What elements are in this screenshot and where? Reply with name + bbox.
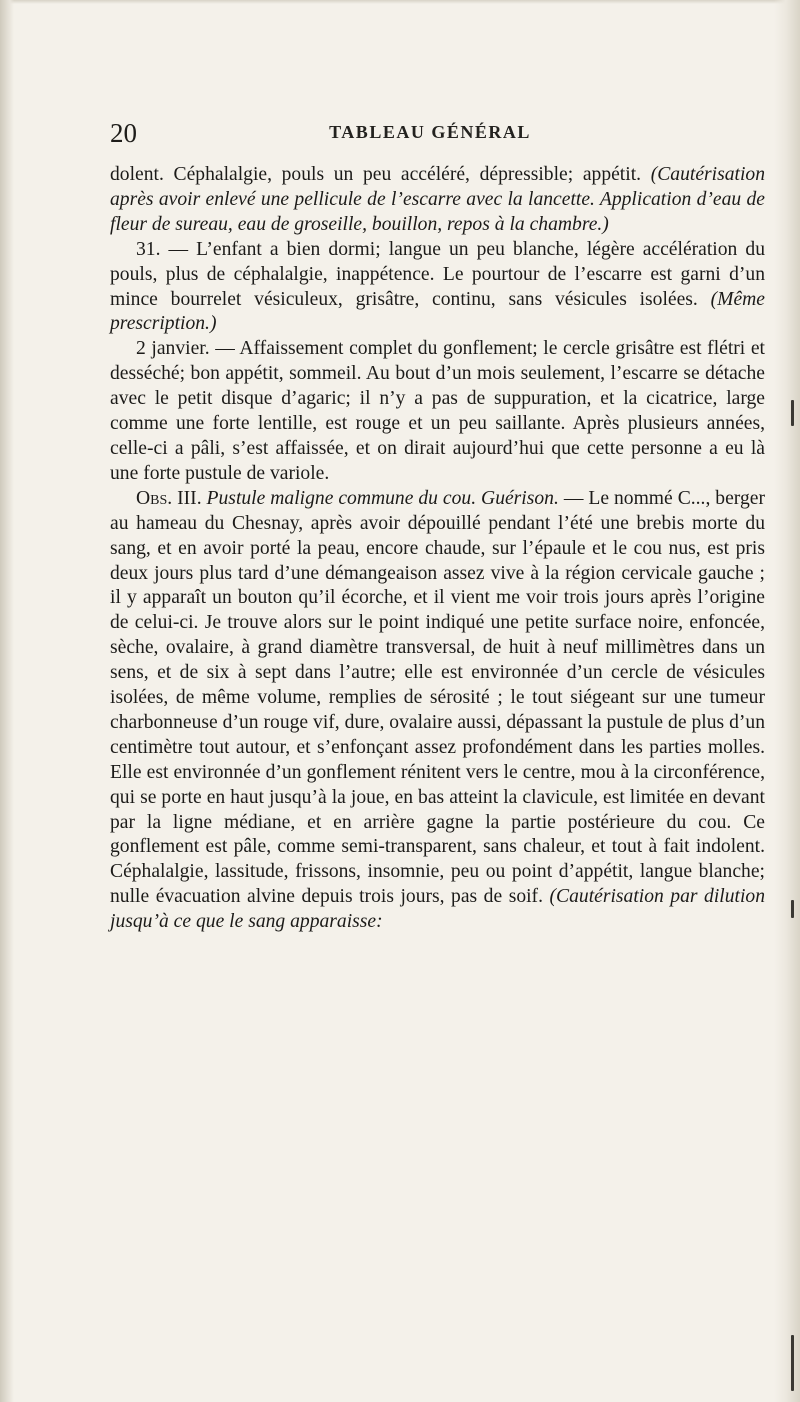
paragraph-text: dolent. Céphalalgie, pouls un peu accéléré, dépressible; appétit.: [110, 164, 651, 185]
prescription-text: (Cautérisation après avoir enlevé une pellicule de l’escarre avec la lancette. Application d’eau de fleur de sureau, eau de groseille, bouillon, repos à la chambre.): [110, 164, 765, 235]
paragraph: 2 janvier. — Affaissement complet du gonflement; le cercle grisâtre est flétri et desséché; bon appétit, sommeil. Au bout d’un mois seulement, l’escarre se détache avec le petit disque d’agaric; il n’y a pas de suppuration, et la cicatrice, large comme une forte lentille, est rouge et un peu saillante. Après plusieurs années, celle-ci a pâli, s’est affaissée, et on dirait aujourd’hui que cette personne a eu là une forte pustule de variole.: [110, 338, 765, 484]
paragraph-text: 31. — L’enfant a bien dormi; langue un peu blanche, légère accélération du pouls, plus de céphalalgie, inappétence. Le pourtour de l’escarre est garni d’un mince bourrelet vésiculeux, grisâtre, continu, sans vésicules isolées.: [110, 238, 765, 310]
binding-gutter: [0, 0, 14, 1402]
edge-mark: [791, 1335, 794, 1391]
observation-title: Pustule maligne commune du cou. Guérison.: [206, 487, 559, 509]
page-number: 20: [110, 118, 137, 148]
observation-number: Obs. III.: [136, 487, 202, 509]
running-title: TABLEAU GÉNÉRAL: [329, 122, 531, 142]
paragraph: [110, 238, 765, 338]
prescription-text: (Cautérisation par dilution jusqu’à ce que le sang apparaisse:: [110, 886, 766, 933]
edge-mark: [791, 900, 794, 918]
page-top-edge: [0, 0, 800, 4]
prescription-text: (Même prescription.): [110, 288, 765, 335]
page-header: [110, 118, 750, 148]
paragraph: [110, 163, 765, 238]
body-text: [110, 163, 765, 935]
observation-paragraph: [110, 487, 765, 935]
page-right-edge: [774, 0, 800, 1402]
paragraph-text: — Le nommé C..., berger au hameau du Chesnay, après avoir dépouillé pendant l’été une brebis morte du sang, et en avoir porté la peau, encore chaude, sur l’épaule et le cou nus, est pris deux jours plus tard d’une démangeaison assez vive à la région cervicale gauche ; il y apparaît un bouton qu’il écorche, et il vient me voir trois jours après l’origine de celui-ci. Je trouve alors sur le point indiqué une petite surface noire, enfoncée, sèche, ovalaire, à grand diamètre transversal, de huit à neuf millimètres dans un sens, et de six à sept dans l’autre; elle est environnée d’un cercle de vésicules isolées, de même volume, remplies de sérosité ; le tout siégeant sur une tumeur charbonneuse d’un rouge vif, dure, ovalaire aussi, dépassant la pustule de plus d’un centimètre tout autour, et s’enfonçant assez profondément dans les parties molles. Elle est environnée d’un gonflement rénitent vers le centre, mou à la circonférence, qui se porte en haut jusqu’à la joue, en bas atteint la clavicule, est limitée en devant par la ligne médiane, et en arrière gagne la partie postérieure du cou. Ce gonflement est pâle, comme semi-transparent, sans chaleur, et tout à fait indolent. Céphalalgie, lassitude, frissons, insomnie, peu ou point d’appétit, langue blanche; nulle évacuation alvine depuis trois jours, pas de soif.: [110, 487, 765, 908]
edge-mark: [791, 400, 794, 426]
